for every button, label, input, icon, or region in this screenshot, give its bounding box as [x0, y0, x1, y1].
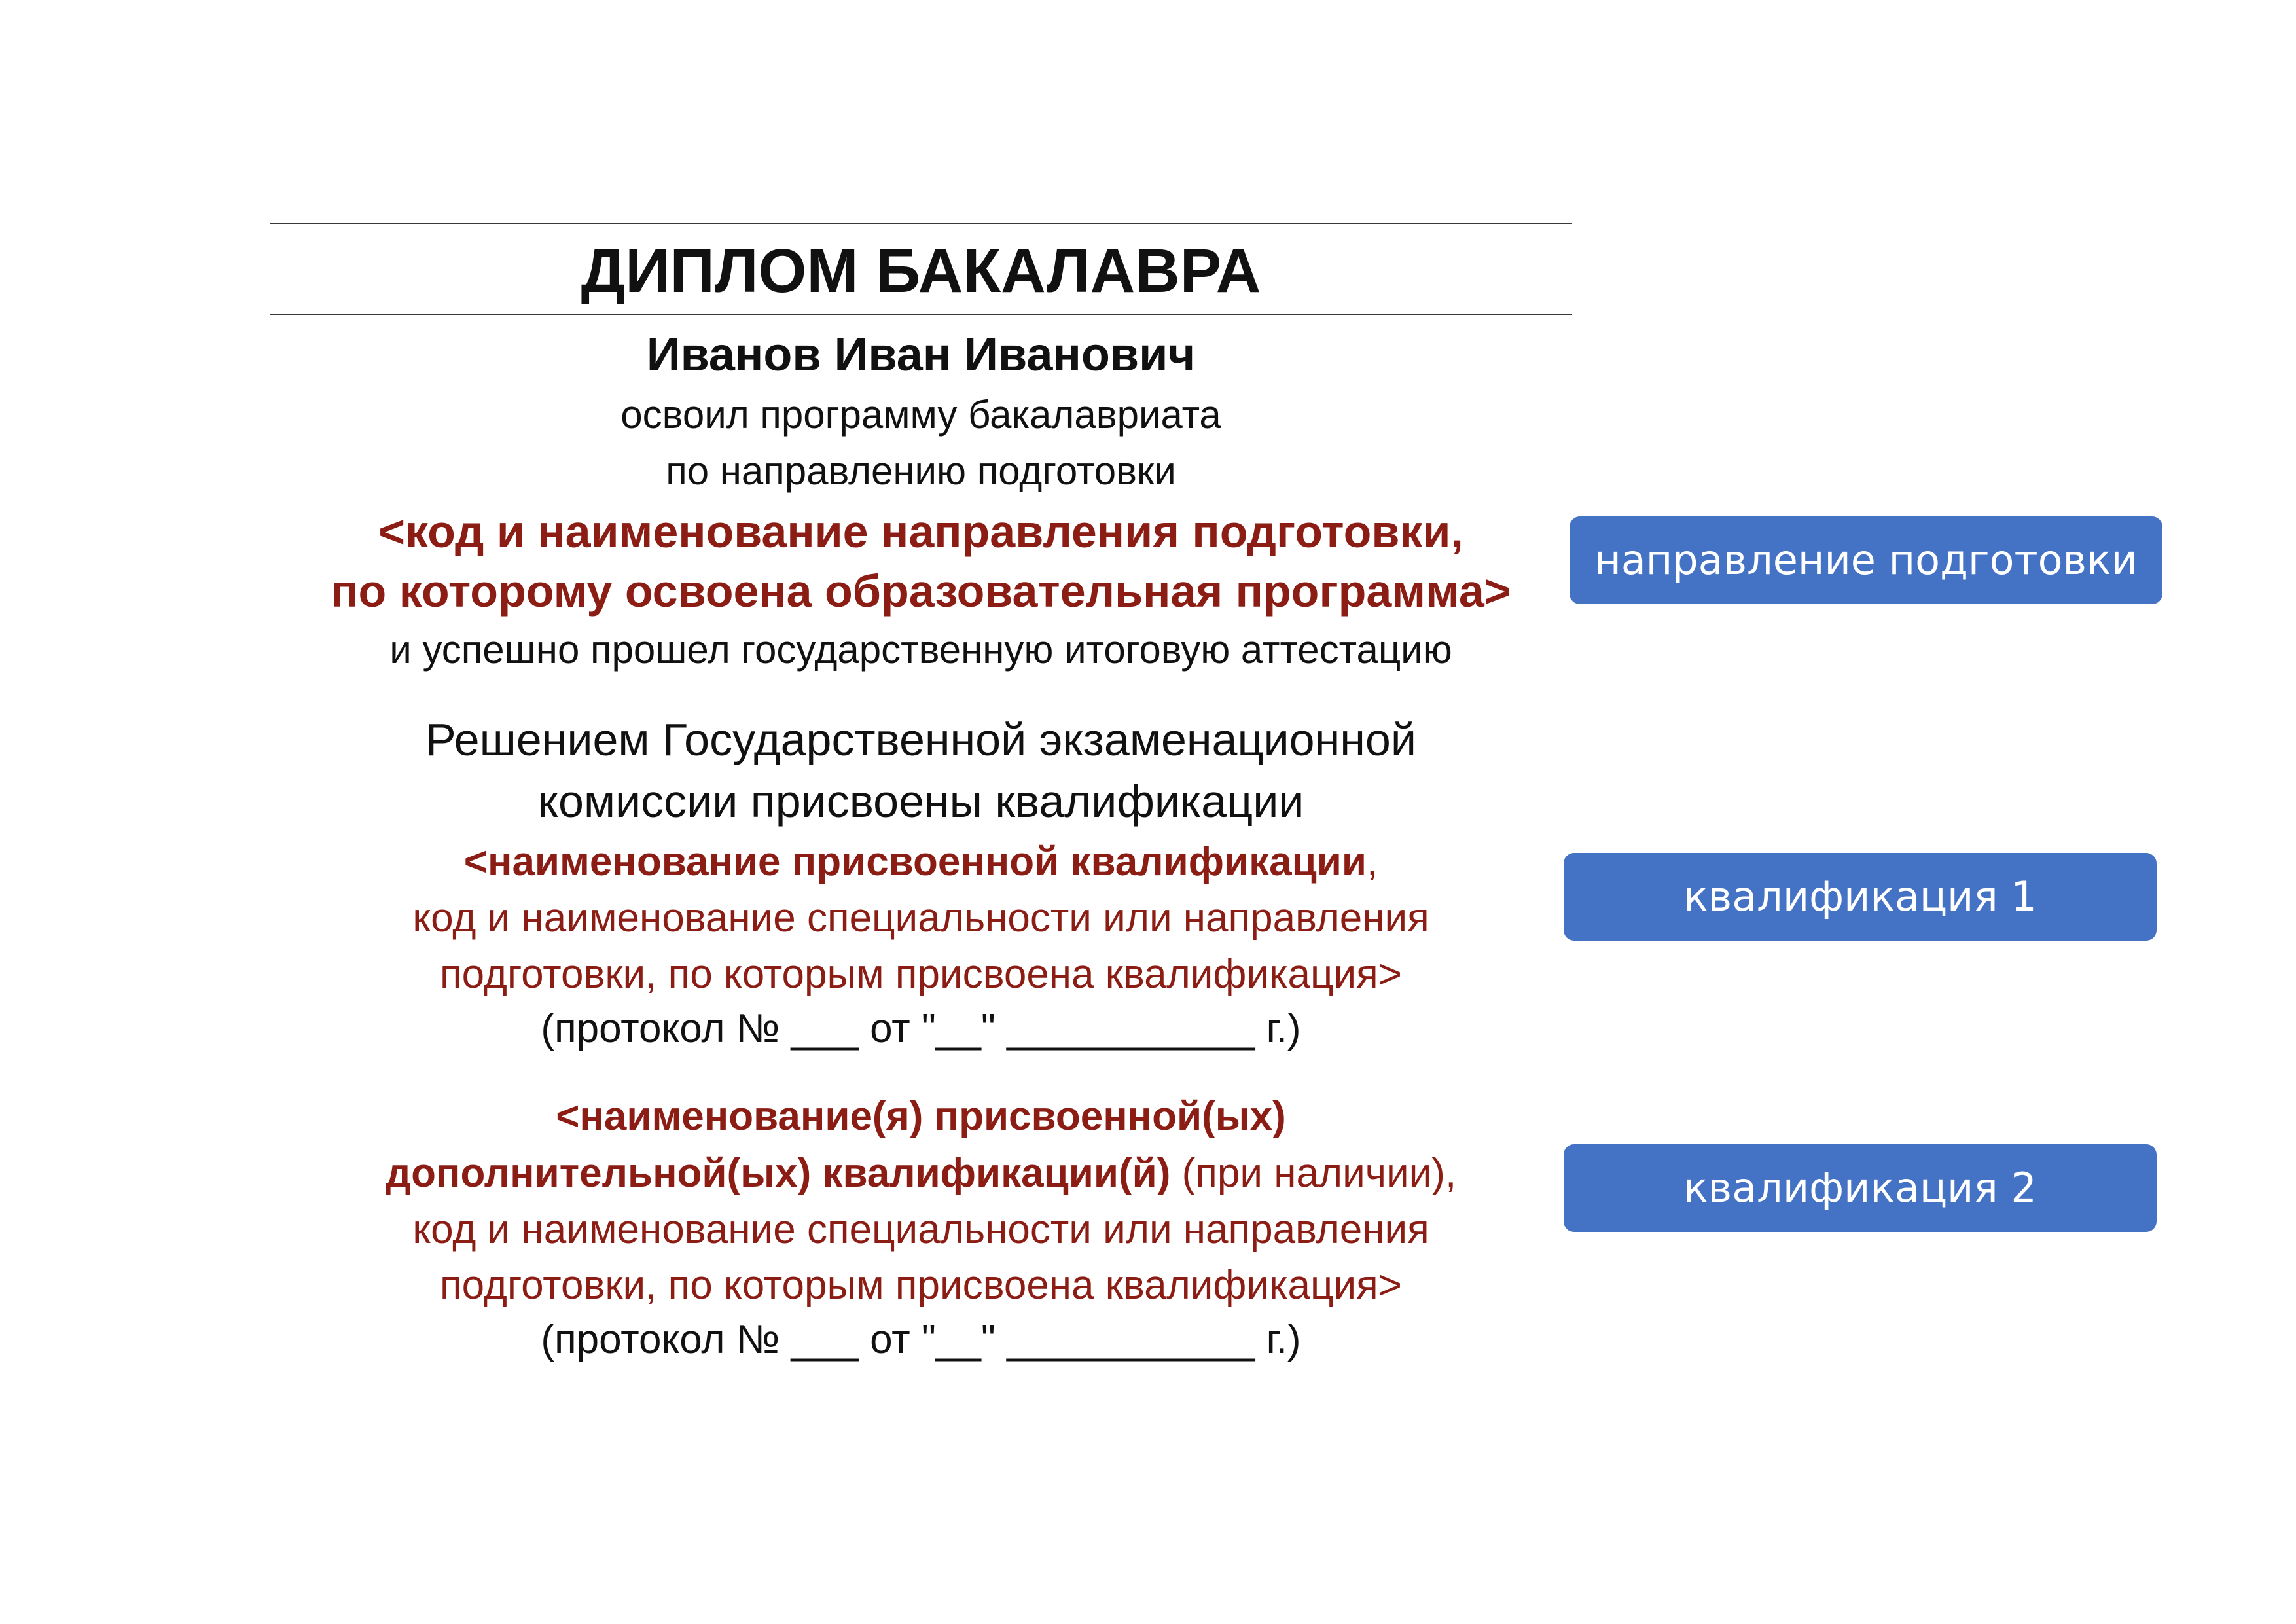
top-rule	[270, 223, 1572, 224]
completed-program-text: освоил программу бакалавриата	[620, 393, 1221, 437]
qualification1-protocol: (протокол № ___ от "__" ___________ г.)	[541, 1006, 1301, 1051]
qualification2-line4: подготовки, по которым присвоена квалификация>	[440, 1263, 1402, 1308]
direction-placeholder-line1: <код и наименование направления подготовки,	[378, 506, 1463, 557]
callout-direction: направление подготовки	[1570, 516, 2162, 604]
diploma-title: ДИПЛОМ БАКАЛАВРА	[581, 236, 1261, 306]
decision-text-line1: Решением Государственной экзаменационной	[425, 714, 1416, 765]
title-underline	[270, 314, 1572, 315]
qualification2-line2	[270, 1153, 1572, 1194]
qualification1-line1	[270, 839, 1572, 884]
qualification1-comma: ,	[1366, 839, 1378, 884]
qualification1-line3: подготовки, по которым присвоена квалификация>	[440, 952, 1402, 997]
qualification1-name-placeholder: <наименование присвоенной квалификации	[463, 839, 1367, 884]
qualification2-additional-placeholder: дополнительной(ых) квалификации(й)	[385, 1151, 1171, 1196]
graduate-name: Иванов Иван Иванович	[646, 329, 1196, 381]
qualification2-line3: код и наименование специальности или направления	[412, 1207, 1429, 1252]
qualification2-line1: <наименование(я) присвоенной(ых)	[556, 1094, 1286, 1139]
decision-text-line2: комиссии присвоены квалификации	[537, 776, 1304, 827]
callout-qualification-1: квалификация 1	[1564, 853, 2157, 941]
callout-qualification-2: квалификация 2	[1564, 1144, 2157, 1232]
qualification1-line2: код и наименование специальности или направления	[412, 895, 1429, 941]
qualification2-protocol: (протокол № ___ от "__" ___________ г.)	[541, 1317, 1301, 1362]
attestation-text: и успешно прошел государственную итоговую аттестацию	[389, 628, 1452, 672]
qualification2-if-any-note: (при наличии),	[1170, 1151, 1457, 1196]
direction-label: по направлению подготовки	[666, 449, 1176, 493]
direction-placeholder-line2: по которому освоена образовательная программа>	[331, 566, 1511, 617]
